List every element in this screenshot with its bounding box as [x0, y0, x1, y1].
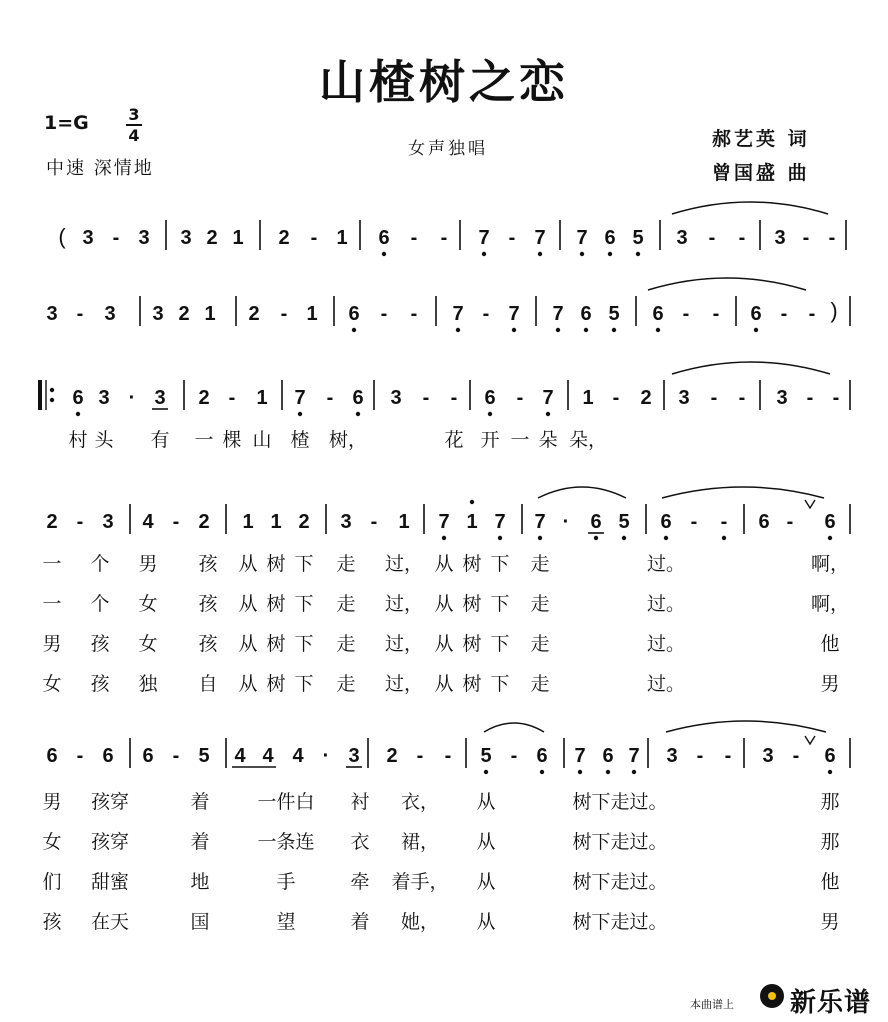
lyric-syllable: 下	[490, 553, 510, 575]
note-digit: 4	[142, 511, 154, 533]
note-digit: 7	[534, 227, 546, 249]
note-digit: 2	[206, 227, 218, 249]
note-digit: 3	[340, 511, 352, 533]
lyric-syllable: 一件白	[257, 791, 315, 813]
hold-dash: -	[724, 745, 732, 767]
note-digit: 6	[378, 227, 390, 249]
lyric-syllable: 楂	[290, 429, 310, 451]
tie-arc	[662, 487, 824, 498]
note-digit: 6	[824, 745, 836, 767]
note-digit: 3	[104, 303, 116, 325]
hold-dash: -	[786, 511, 794, 533]
lyric-syllable: 过。	[646, 633, 686, 655]
hold-dash: -	[280, 303, 288, 325]
lyric-syllable: 他	[820, 871, 840, 893]
lyric-syllable: 从	[476, 871, 496, 893]
note-digit: 7	[438, 511, 450, 533]
low-octave-dot	[484, 770, 488, 774]
low-octave-dot	[482, 252, 486, 256]
hold-dash: -	[370, 511, 378, 533]
note-digit: 2	[248, 303, 260, 325]
note-digit: 2	[198, 387, 210, 409]
hold-dash: -	[482, 303, 490, 325]
lyric-syllable: 树	[266, 553, 286, 575]
note-digit: 6	[660, 511, 672, 533]
tie-arc	[672, 362, 830, 374]
lyric-syllable: 走	[530, 593, 550, 615]
note-digit: 2	[46, 511, 58, 533]
note-digit: 1	[398, 511, 410, 533]
dot-mark: ·	[128, 387, 136, 409]
lyric-syllable: 着	[190, 831, 210, 853]
lyric-syllable: 一	[510, 429, 530, 451]
hold-dash: -	[444, 745, 452, 767]
lyric-syllable: 着手，	[391, 871, 449, 893]
breath-mark	[805, 736, 815, 744]
note-digit: 3	[98, 387, 110, 409]
lyric-syllable: 国	[190, 911, 210, 933]
note-digit: 3	[102, 511, 114, 533]
hold-dash: -	[172, 745, 180, 767]
lyric-syllable: 树下走过。	[572, 791, 668, 813]
lyric-syllable: 下	[294, 593, 314, 615]
note-digit: 6	[824, 511, 836, 533]
lyric-syllable: 个	[90, 553, 110, 575]
lyric-syllable: 走	[336, 593, 356, 615]
note-digit: 4	[292, 745, 304, 767]
lyric-syllable: 过。	[646, 593, 686, 615]
note-digit: 3	[678, 387, 690, 409]
low-octave-dot	[488, 412, 492, 416]
note-digit: 3	[776, 387, 788, 409]
hold-dash: -	[510, 745, 518, 767]
note-digit: 3	[154, 387, 166, 409]
low-octave-dot	[356, 412, 360, 416]
lyric-syllable: 朵	[538, 429, 558, 451]
hold-dash: -	[416, 745, 424, 767]
note-digit: 1	[256, 387, 268, 409]
note-digit: 6	[484, 387, 496, 409]
lyric-syllable: 甜蜜	[90, 871, 130, 893]
note-digit: 2	[178, 303, 190, 325]
lyric-syllable: 从	[476, 791, 496, 813]
lyric-syllable: 一	[194, 429, 214, 451]
lyric-syllable: 孩	[198, 633, 218, 655]
note-digit: 7	[294, 387, 306, 409]
low-octave-dot	[612, 328, 616, 332]
low-octave-dot	[664, 536, 668, 540]
note-digit: 7	[552, 303, 564, 325]
low-octave-dot	[578, 770, 582, 774]
note-digit: 2	[386, 745, 398, 767]
lyric-syllable: 过。	[646, 553, 686, 575]
lyric-syllable: 独	[138, 673, 158, 695]
hold-dash: -	[516, 387, 524, 409]
note-digit: 2	[298, 511, 310, 533]
tie-arc	[672, 202, 828, 214]
hold-dash: -	[410, 227, 418, 249]
note-digit: 6	[348, 303, 360, 325]
hold-dash: -	[828, 227, 836, 249]
low-octave-dot	[442, 536, 446, 540]
note-digit: 6	[590, 511, 602, 533]
note-digit: 7	[576, 227, 588, 249]
low-octave-dot	[540, 770, 544, 774]
hold-dash: -	[690, 511, 698, 533]
lyric-syllable: 过，	[384, 633, 424, 655]
hold-dash: -	[76, 303, 84, 325]
lyric-syllable: 那	[820, 831, 840, 853]
note-digit: 1	[232, 227, 244, 249]
lyric-syllable: 走	[530, 553, 550, 575]
hold-dash: -	[712, 303, 720, 325]
lyric-syllable: 树	[462, 633, 482, 655]
lyric-syllable: 树下走过。	[572, 871, 668, 893]
tempo-marking: 中速 深情地	[46, 158, 154, 179]
hold-dash: -	[612, 387, 620, 409]
hold-dash: -	[832, 387, 840, 409]
note-digit: 7	[534, 511, 546, 533]
lyric-syllable: 走	[336, 633, 356, 655]
lyric-syllable: 走	[530, 633, 550, 655]
lyricist-credit: 郝艺英 词	[712, 128, 810, 150]
lyric-syllable: 从	[434, 633, 454, 655]
lyric-syllable: 着	[190, 791, 210, 813]
note-digit: 4	[262, 745, 274, 767]
lyric-syllable: 孩	[198, 593, 218, 615]
tie-arc	[666, 721, 826, 732]
lyric-syllable: 望	[276, 911, 296, 933]
lyric-syllable: 男	[820, 673, 840, 695]
tie-arc	[648, 278, 806, 290]
hold-dash: -	[76, 745, 84, 767]
lyric-syllable: 从	[476, 831, 496, 853]
note-digit: 3	[180, 227, 192, 249]
lyric-syllable: 在天	[90, 911, 130, 933]
note-digit: 6	[72, 387, 84, 409]
low-octave-dot	[538, 252, 542, 256]
hold-dash: -	[802, 227, 810, 249]
lyric-syllable: 树	[266, 633, 286, 655]
note-digit: 6	[758, 511, 770, 533]
low-octave-dot	[594, 536, 598, 540]
lyric-syllable: 男	[42, 791, 62, 813]
lyric-syllable: 从	[434, 673, 454, 695]
low-octave-dot	[546, 412, 550, 416]
lyric-syllable: 孩	[90, 673, 110, 695]
low-octave-dot	[382, 252, 386, 256]
lyric-syllable: 树	[462, 553, 482, 575]
hold-dash: -	[310, 227, 318, 249]
note-digit: 1	[466, 511, 478, 533]
low-octave-dot	[828, 770, 832, 774]
lyric-syllable: 头	[94, 429, 114, 451]
lyric-syllable: 男	[820, 911, 840, 933]
note-digit: 4	[234, 745, 246, 767]
lyric-syllable: 树下走过。	[572, 911, 668, 933]
lyric-syllable: 树下走过。	[572, 831, 668, 853]
lyric-syllable: 他	[820, 633, 840, 655]
note-digit: 5	[480, 745, 492, 767]
song-title: 山楂树之恋	[319, 55, 569, 109]
low-octave-dot	[512, 328, 516, 332]
disc-logo-icon	[760, 984, 784, 1008]
note-digit: 6	[602, 745, 614, 767]
note-digit: 1	[204, 303, 216, 325]
low-octave-dot	[580, 252, 584, 256]
lyric-syllable: 牵	[350, 871, 370, 893]
note-digit: 3	[666, 745, 678, 767]
lyric-syllable: 孩穿	[90, 831, 130, 853]
note-digit: 3	[138, 227, 150, 249]
lyric-syllable: 山	[252, 429, 272, 451]
note-digit: 6	[102, 745, 114, 767]
repeat-dot	[50, 398, 54, 402]
lyric-syllable: 女	[42, 831, 62, 853]
note-digit: 1	[336, 227, 348, 249]
lyric-syllable: 下	[294, 673, 314, 695]
tie-arc	[538, 487, 626, 498]
lyric-syllable: 过，	[384, 593, 424, 615]
note-digit: 6	[580, 303, 592, 325]
lyric-syllable: 啊，	[810, 593, 850, 615]
lyric-syllable: 一	[42, 593, 62, 615]
key-signature: 1=G	[44, 112, 89, 134]
site-logo: 新乐谱	[790, 988, 872, 1018]
note-digit: 6	[46, 745, 58, 767]
lyric-syllable: 们	[42, 871, 62, 893]
hold-dash: -	[710, 387, 718, 409]
note-digit: 5	[632, 227, 644, 249]
lyric-syllable: 开	[480, 429, 500, 451]
note-digit: 7	[542, 387, 554, 409]
lyric-syllable: 下	[490, 673, 510, 695]
hold-dash: -	[508, 227, 516, 249]
note-digit: 1	[306, 303, 318, 325]
note-digit: 2	[640, 387, 652, 409]
close-parenthesis: )	[830, 298, 838, 323]
low-octave-dot	[556, 328, 560, 332]
lyric-syllable: 一条连	[257, 831, 315, 853]
lyric-syllable: 树	[266, 673, 286, 695]
hold-dash: -	[792, 745, 800, 767]
low-octave-dot	[656, 328, 660, 332]
lyric-syllable: 着	[350, 911, 370, 933]
lyric-syllable: 那	[820, 791, 840, 813]
note-digit: 3	[82, 227, 94, 249]
lyric-syllable: 村	[68, 429, 88, 451]
low-octave-dot	[584, 328, 588, 332]
lyric-syllable: 女	[138, 593, 158, 615]
lyric-syllable: 树	[266, 593, 286, 615]
note-digit: 3	[46, 303, 58, 325]
lyric-syllable: 从	[238, 553, 258, 575]
lyric-syllable: 树	[462, 593, 482, 615]
lyric-syllable: 从	[238, 593, 258, 615]
note-digit: 3	[390, 387, 402, 409]
lyric-syllable: 她，	[400, 911, 440, 933]
note-digit: 1	[242, 511, 254, 533]
note-digit: 7	[574, 745, 586, 767]
lyric-syllable: 棵	[222, 429, 242, 451]
lyric-syllable: 树，	[328, 429, 368, 451]
lyric-syllable: 从	[476, 911, 496, 933]
note-digit: 5	[198, 745, 210, 767]
dot-mark: ·	[562, 511, 570, 533]
note-digit: 1	[270, 511, 282, 533]
breath-mark	[805, 500, 815, 508]
hold-dash: -	[696, 745, 704, 767]
lyric-syllable: 男	[138, 553, 158, 575]
tie-arc	[484, 723, 544, 732]
low-octave-dot	[606, 770, 610, 774]
hold-dash: -	[440, 227, 448, 249]
note-digit: 6	[652, 303, 664, 325]
lyric-syllable: 啊，	[810, 553, 850, 575]
repeat-dot	[50, 388, 54, 392]
note-digit: 3	[348, 745, 360, 767]
lyric-syllable: 男	[42, 633, 62, 655]
hold-dash: -	[450, 387, 458, 409]
hold-dash: -	[806, 387, 814, 409]
lyric-syllable: 走	[336, 553, 356, 575]
lyric-syllable: 从	[434, 553, 454, 575]
low-octave-dot	[828, 536, 832, 540]
note-digit: 7	[508, 303, 520, 325]
dot-mark: ·	[322, 745, 330, 767]
lyric-syllable: 孩	[42, 911, 62, 933]
hold-dash: -	[682, 303, 690, 325]
lyric-syllable: 衣	[350, 831, 370, 853]
lyric-syllable: 有	[150, 429, 170, 451]
lyric-syllable: 孩穿	[90, 791, 130, 813]
lyric-syllable: 女	[42, 673, 62, 695]
low-octave-dot	[622, 536, 626, 540]
low-octave-dot	[636, 252, 640, 256]
hold-dash: -	[380, 303, 388, 325]
hold-dash: -	[738, 387, 746, 409]
composer-credit: 曾国盛 曲	[712, 162, 810, 184]
note-digit: 7	[478, 227, 490, 249]
lyric-syllable: 走	[336, 673, 356, 695]
lyric-syllable: 女	[138, 633, 158, 655]
lyric-syllable: 下	[294, 553, 314, 575]
lyric-syllable: 从	[434, 593, 454, 615]
lyric-syllable: 从	[238, 633, 258, 655]
footer-source: 本曲谱上	[690, 998, 734, 1011]
low-octave-dot	[538, 536, 542, 540]
hold-dash: -	[720, 511, 728, 533]
low-octave-dot	[722, 536, 726, 540]
low-octave-dot	[456, 328, 460, 332]
note-digit: 1	[582, 387, 594, 409]
hold-dash: -	[422, 387, 430, 409]
note-digit: 2	[198, 511, 210, 533]
lyric-syllable: 自	[198, 673, 218, 695]
note-digit: 2	[278, 227, 290, 249]
lyric-syllable: 树	[462, 673, 482, 695]
note-digit: 3	[762, 745, 774, 767]
lyric-syllable: 手	[276, 871, 296, 893]
low-octave-dot	[632, 770, 636, 774]
low-octave-dot	[298, 412, 302, 416]
low-octave-dot	[608, 252, 612, 256]
time-signature-bottom: 4	[128, 126, 140, 145]
hold-dash: -	[76, 511, 84, 533]
lyric-syllable: 朵，	[568, 429, 608, 451]
lyric-syllable: 花	[444, 429, 464, 451]
hold-dash: -	[228, 387, 236, 409]
lyric-syllable: 下	[490, 633, 510, 655]
lyric-syllable: 个	[90, 593, 110, 615]
note-digit: 7	[628, 745, 640, 767]
lyric-syllable: 过，	[384, 553, 424, 575]
lyric-syllable: 衣，	[400, 791, 440, 813]
performance-type: 女声独唱	[408, 139, 488, 159]
low-octave-dot	[498, 536, 502, 540]
hold-dash: -	[708, 227, 716, 249]
lyric-syllable: 裙，	[400, 831, 440, 853]
hold-dash: -	[738, 227, 746, 249]
hold-dash: -	[808, 303, 816, 325]
low-octave-dot	[754, 328, 758, 332]
lyric-syllable: 过，	[384, 673, 424, 695]
hold-dash: -	[172, 511, 180, 533]
time-signature-top: 3	[128, 105, 140, 124]
note-digit: 7	[452, 303, 464, 325]
note-digit: 6	[142, 745, 154, 767]
hold-dash: -	[780, 303, 788, 325]
note-digit: 5	[608, 303, 620, 325]
lyric-syllable: 地	[190, 871, 210, 893]
lyric-syllable: 过。	[646, 673, 686, 695]
note-digit: 6	[604, 227, 616, 249]
high-octave-dot	[470, 500, 474, 504]
low-octave-dot	[352, 328, 356, 332]
note-digit: 5	[618, 511, 630, 533]
hold-dash: -	[410, 303, 418, 325]
lyric-syllable: 从	[238, 673, 258, 695]
lyric-syllable: 下	[490, 593, 510, 615]
hold-dash: -	[112, 227, 120, 249]
lyric-syllable: 孩	[90, 633, 110, 655]
note-digit: 6	[536, 745, 548, 767]
lyric-syllable: 衬	[350, 791, 370, 813]
lyric-syllable: 下	[294, 633, 314, 655]
lyric-syllable: 一	[42, 553, 62, 575]
lyric-syllable: 走	[530, 673, 550, 695]
note-digit: 3	[676, 227, 688, 249]
low-octave-dot	[76, 412, 80, 416]
note-digit: 3	[774, 227, 786, 249]
lyric-syllable: 孩	[198, 553, 218, 575]
note-digit: 7	[494, 511, 506, 533]
open-parenthesis: (	[58, 224, 66, 249]
hold-dash: -	[326, 387, 334, 409]
note-digit: 6	[750, 303, 762, 325]
note-digit: 6	[352, 387, 364, 409]
note-digit: 3	[152, 303, 164, 325]
